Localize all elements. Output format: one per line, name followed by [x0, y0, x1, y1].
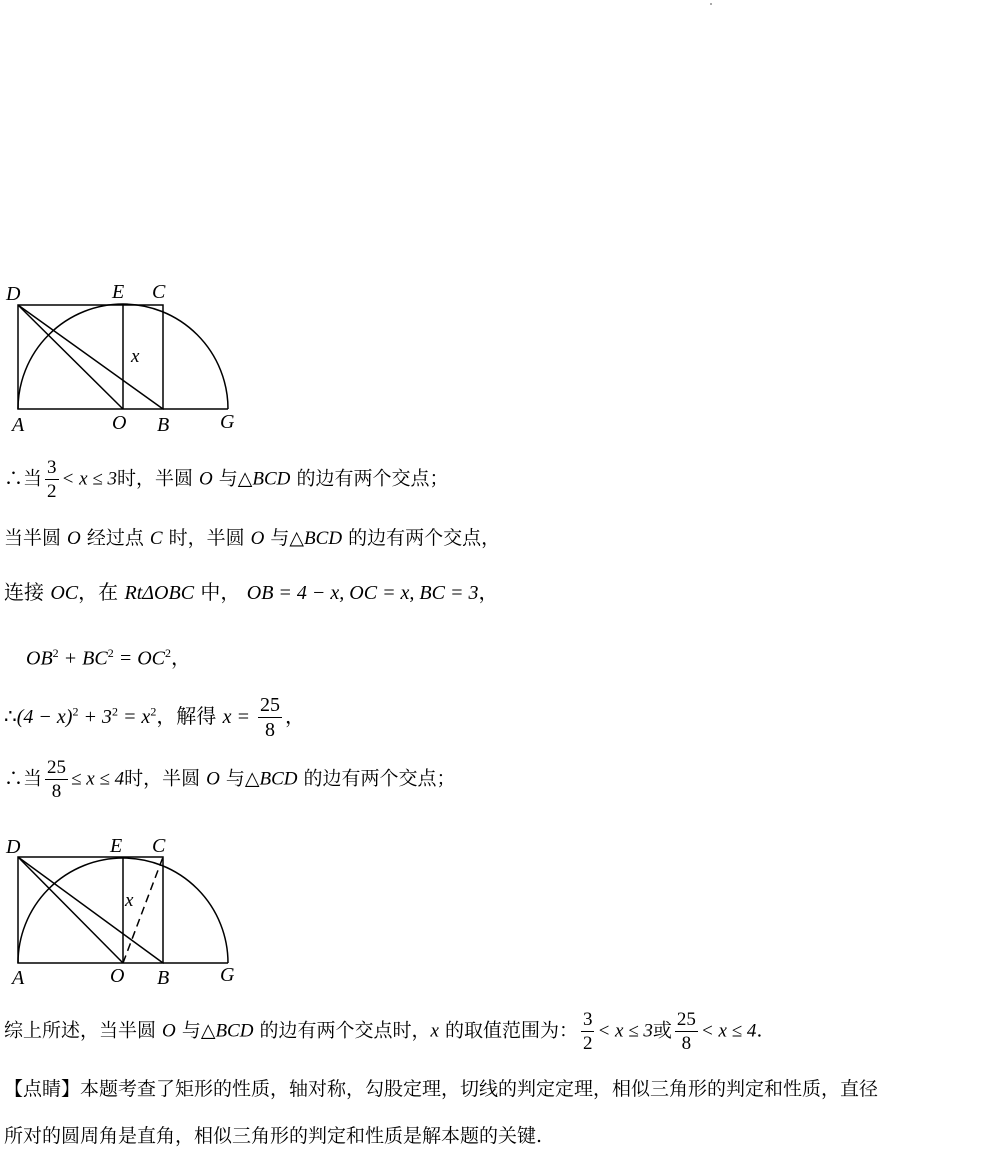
fraction-25-8: $\frac{25}{8}$ [260, 694, 281, 741]
line-8: 【点睛】本题考查了矩形的性质，轴对称，勾股定理，切线的判定定理，相似三角形的判定和性质，直径 [4, 1078, 879, 1100]
figure-1 [0, 278, 260, 438]
line-6: ∴当 $\frac{25}{8}$ ≤ x ≤ 4时，半圆 O 与△BCD 的边有两个交点； [4, 757, 456, 802]
fraction-25-8: $\frac{25}{8}$ [47, 757, 67, 802]
stray-dot [710, 3, 712, 5]
label-A: A [12, 967, 25, 989]
label-O: O [112, 412, 127, 434]
label-x: x [131, 346, 140, 367]
segment-DB [18, 305, 163, 409]
line-9: 所对的圆周角是直角，相似三角形的判定和性质是解本题的关键. [4, 1125, 543, 1147]
line-5: ∴(4 − $x)^2 + 3^2 = x^2$，解得 x = $\frac{25}{8}$ ， [4, 694, 306, 741]
label-B: B [157, 967, 170, 989]
segment-DB [18, 857, 163, 963]
segment-DO [18, 305, 123, 409]
line-1: ∴当 $\frac{3}{2}$ < x ≤ 3时，半圆 O 与△BCD 的边有两个交点； [4, 457, 449, 502]
line-3: 连接 OC，在 RtΔOBC 中， OB = 4 − x, OC = x, BC = 3， [4, 580, 499, 604]
label-C: C [152, 835, 166, 857]
line-4: $OB^2 + BC^2 = OC^2$， [26, 645, 192, 670]
line-2: 当半圆 O 经过点 C 时，半圆 O 与△BCD 的边有两个交点， [4, 527, 501, 549]
fraction-25-8: $\frac{25}{8}$ [676, 1009, 696, 1054]
label-G: G [220, 411, 235, 433]
label-E: E [110, 835, 123, 857]
label-E: E [112, 281, 125, 303]
figure-2 [0, 832, 260, 992]
label-G: G [220, 964, 235, 986]
line-7: 综上所述，当半圆 O 与△BCD 的边有两个交点时，x 的取值范围为： $\frac{3}{2}$ < x ≤ 3或 $\frac{25}{8}$ < x ≤ 4. [4, 1009, 763, 1054]
label-C: C [152, 281, 166, 303]
fraction-3-2: $\frac{3}{2}$ [582, 1009, 593, 1054]
fraction-3-2: $\frac{3}{2}$ [47, 457, 57, 502]
label-B: B [157, 414, 170, 436]
label-A: A [12, 414, 25, 436]
label-x: x [125, 890, 134, 911]
label-D: D [6, 836, 21, 858]
label-O: O [110, 965, 125, 987]
label-D: D [6, 283, 21, 305]
